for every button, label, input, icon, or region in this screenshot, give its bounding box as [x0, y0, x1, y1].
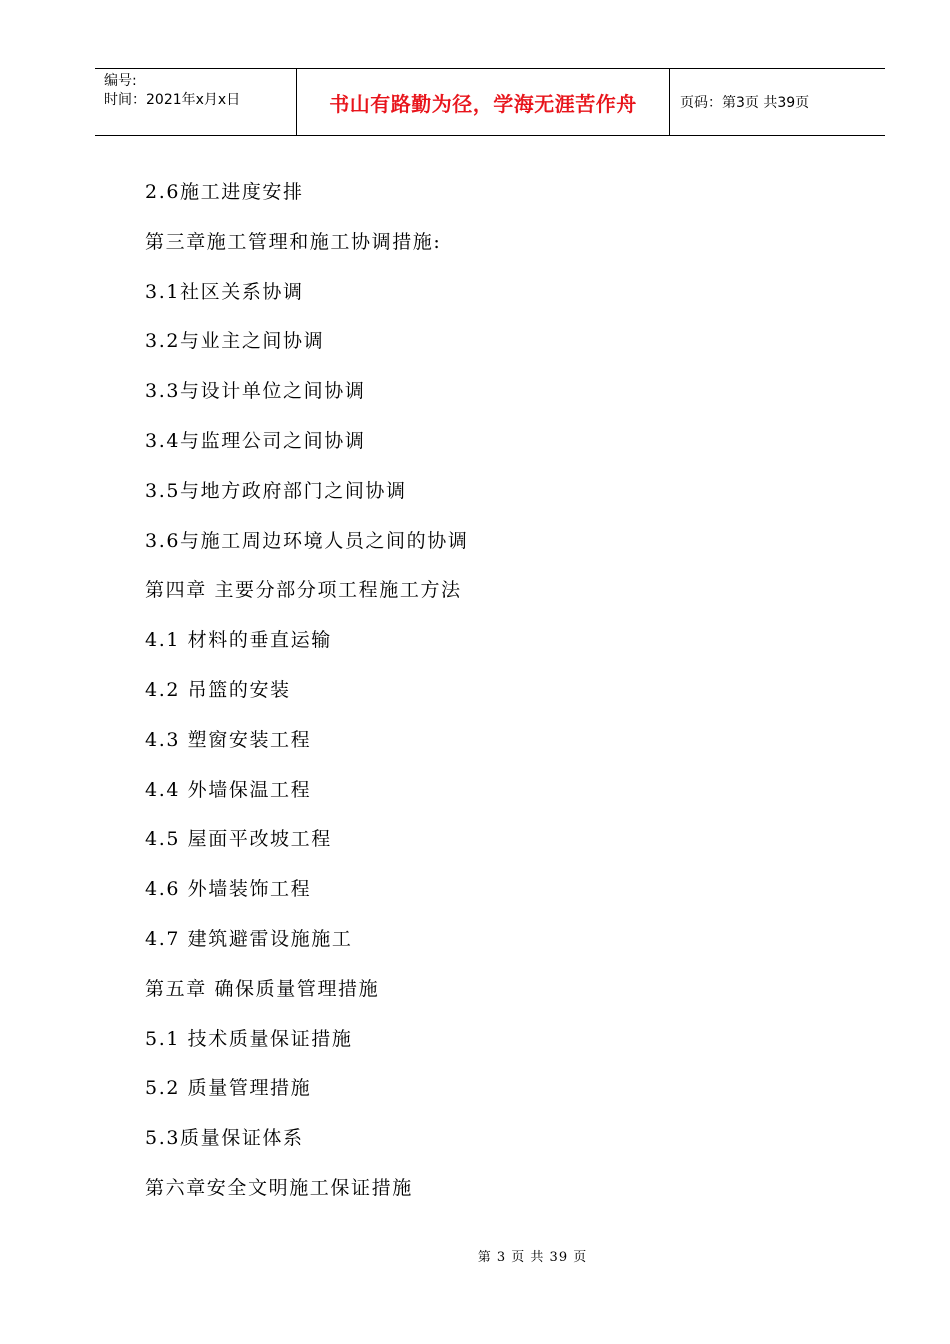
header-motto: 书山有路勤为径，学海无涯苦作舟: [329, 91, 637, 116]
toc-item: 2.6施工进度安排: [145, 181, 304, 203]
table-of-contents: [145, 168, 468, 1214]
toc-item: 4.6 外墙装饰工程: [145, 878, 312, 901]
toc-item: 第三章施工管理和施工协调措施:: [145, 230, 442, 253]
page-header: [95, 68, 885, 136]
toc-item: 4.1 材料的垂直运输: [145, 629, 332, 652]
toc-item: 4.4 外墙保温工程: [145, 778, 312, 801]
toc-item: 第四章 主要分部分项工程施工方法: [145, 579, 462, 602]
document-number-label: 编号:: [104, 73, 137, 89]
document-time-label: 时间：2021年x月x日: [104, 92, 241, 108]
toc-item: 第六章安全文明施工保证措施: [145, 1176, 413, 1199]
toc-item: 3.3与设计单位之间协调: [145, 380, 366, 403]
page-footer: [0, 1246, 950, 1265]
toc-item: 第五章 确保质量管理措施: [145, 977, 380, 1000]
toc-item: 3.1社区关系协调: [145, 280, 304, 303]
toc-item: 4.7 建筑避雷设施施工: [145, 927, 353, 950]
header-page-info: 页码：第3页 共39页: [680, 95, 810, 111]
footer-page-number: 第 3 页 共 39 页: [477, 1250, 588, 1265]
toc-item: 5.3质量保证体系: [145, 1127, 304, 1150]
toc-item: 4.2 吊篮的安装: [145, 678, 291, 701]
toc-item: 4.3 塑窗安装工程: [145, 728, 312, 751]
header-motto-cell: [296, 69, 670, 135]
header-page-cell: [670, 69, 885, 135]
toc-item: 4.5 屋面平改坡工程: [145, 828, 332, 851]
toc-item: 3.2与业主之间协调: [145, 330, 325, 353]
toc-item: 3.4与监理公司之间协调: [145, 429, 366, 452]
toc-item: 5.2 质量管理措施: [145, 1077, 312, 1100]
toc-item: 5.1 技术质量保证措施: [145, 1027, 353, 1050]
toc-item: 3.6与施工周边环境人员之间的协调: [145, 529, 469, 552]
header-info-cell: [95, 69, 296, 135]
toc-item: 3.5与地方政府部门之间协调: [145, 479, 407, 502]
